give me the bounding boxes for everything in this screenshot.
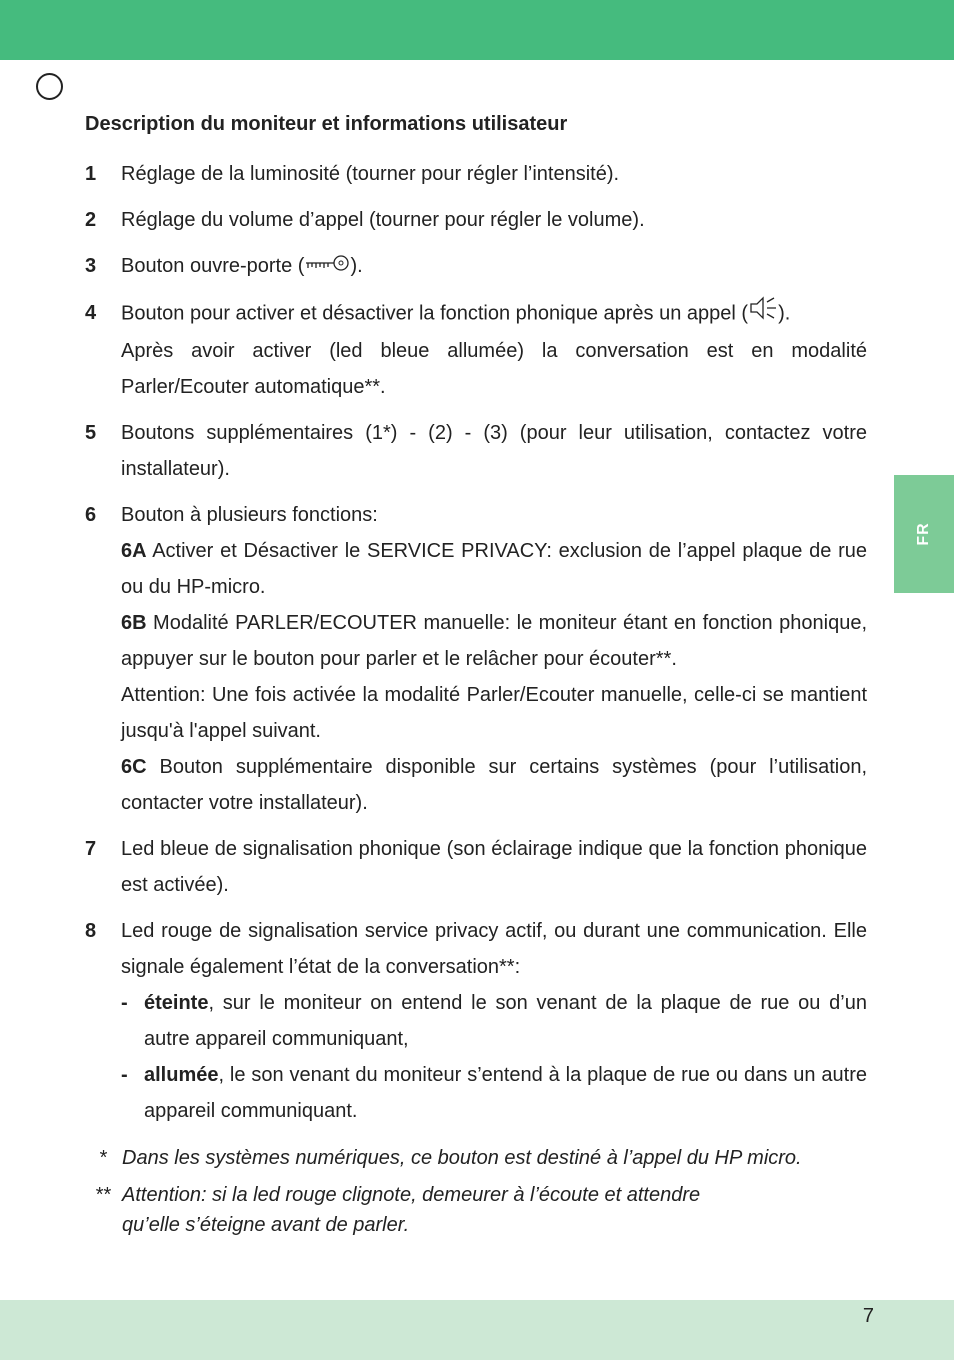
item-text	[121, 497, 867, 821]
item-text: Réglage de la luminosité (tourner pour régler l’intensité).	[121, 163, 620, 185]
item-number: 8	[85, 919, 97, 942]
registration-circle	[36, 73, 63, 100]
language-tab-label: FR	[915, 522, 932, 546]
item-text-continued: Après avoir activer (led bleue allumée) la conversation est en modalité Parler/Ecouter automatique**.	[121, 339, 867, 398]
item-text	[121, 295, 867, 405]
subitem-6b-note: Attention: Une fois activée la modalité Parler/Ecouter manuelle, celle-ci se mantient jusqu'à l'appel suivant.	[121, 683, 867, 742]
dash-list	[121, 985, 867, 1129]
dash-item	[121, 985, 867, 1057]
main-content	[85, 112, 867, 1139]
list-item	[85, 156, 867, 192]
item-text	[121, 248, 867, 285]
list-item	[85, 248, 867, 285]
item-text-after: ).	[350, 255, 363, 277]
footnote-line: Attention: si la led rouge clignote, demeurer à l’écoute et attendre	[122, 1184, 701, 1206]
footnotes	[85, 1143, 868, 1247]
footnote-line: qu’elle s’éteigne avant de parler.	[122, 1214, 410, 1236]
dash-bold: éteinte	[144, 991, 209, 1014]
section-title: Description du moniteur et informations utilisateur	[85, 113, 568, 135]
item-text-before: Bouton pour activer et désactiver la fonction phonique après un appel (	[121, 302, 749, 324]
subitem-label: 6A	[121, 539, 147, 562]
subitem-label: 6C	[121, 755, 147, 778]
list-item	[85, 497, 867, 821]
list-item	[85, 415, 867, 487]
key-icon	[304, 249, 350, 285]
subitem-6b	[121, 605, 867, 677]
dash-item	[121, 1057, 867, 1129]
page-number: 7	[862, 1305, 874, 1327]
footnote-text	[122, 1180, 868, 1240]
dash-mark: -	[121, 1063, 128, 1086]
item-text-before: Bouton ouvre-porte (	[121, 255, 305, 277]
item-number: 1	[85, 163, 97, 185]
footnote-text: Dans les systèmes numériques, ce bouton est destiné à l’appel du HP micro.	[122, 1147, 802, 1169]
dash-bold: allumée	[144, 1063, 219, 1086]
dash-mark: -	[121, 991, 128, 1014]
item-text	[121, 913, 867, 1129]
item-text-after: ).	[778, 302, 791, 324]
dash-text	[144, 985, 867, 1057]
item-text-intro: Led rouge de signalisation service privacy actif, ou durant une communication. Elle signale également l’état de la conversation**:	[121, 919, 867, 978]
list-item	[85, 913, 867, 1129]
item-number: 6	[85, 503, 97, 526]
subitem-text: Bouton supplémentaire disponible sur certains systèmes (pour l’utilisation, contacter votre installateur).	[121, 755, 868, 814]
dash-rest: , sur le moniteur on entend le son venant de la plaque de rue ou d’un autre appareil communiquant,	[144, 991, 867, 1050]
item-number: 4	[85, 301, 97, 324]
footnote-mark: *	[99, 1147, 108, 1169]
item-text: Boutons supplémentaires (1*) - (2) - (3) (pour leur utilisation, contactez votre installateur).	[121, 421, 867, 480]
subitem-6a	[121, 533, 867, 605]
language-tab	[894, 475, 954, 593]
footnote	[85, 1143, 868, 1173]
item-number: 7	[85, 837, 97, 860]
list-item	[85, 295, 867, 405]
subitem-label: 6B	[121, 611, 147, 634]
bottom-color-band	[0, 1300, 954, 1360]
footnote	[85, 1180, 868, 1240]
subitem-text: Modalité PARLER/ECOUTER manuelle: le moniteur étant en fonction phonique, appuyer sur le bouton pour parler et le relâcher pour écouter**.	[121, 611, 867, 670]
footnote-mark: **	[95, 1184, 112, 1206]
list-item	[85, 831, 867, 903]
list-item	[85, 202, 867, 238]
item-text: Réglage du volume d’appel (tourner pour régler le volume).	[121, 209, 645, 231]
speaker-icon	[748, 295, 778, 333]
item-number: 2	[85, 209, 97, 231]
item-number: 5	[85, 421, 97, 444]
subitem-text: Activer et Désactiver le SERVICE PRIVACY: exclusion de l’appel plaque de rue ou du HP-micro.	[121, 539, 868, 598]
subitem-6c	[121, 749, 867, 821]
item-text-intro: Bouton à plusieurs fonctions:	[121, 503, 378, 526]
item-text: Led bleue de signalisation phonique (son éclairage indique que la fonction phonique est activée).	[121, 837, 867, 896]
dash-rest: , le son venant du moniteur s’entend à la plaque de rue ou dans un autre appareil communiquant.	[144, 1063, 867, 1122]
top-color-band	[0, 0, 954, 60]
dash-text	[144, 1057, 867, 1129]
item-number: 3	[85, 255, 97, 277]
